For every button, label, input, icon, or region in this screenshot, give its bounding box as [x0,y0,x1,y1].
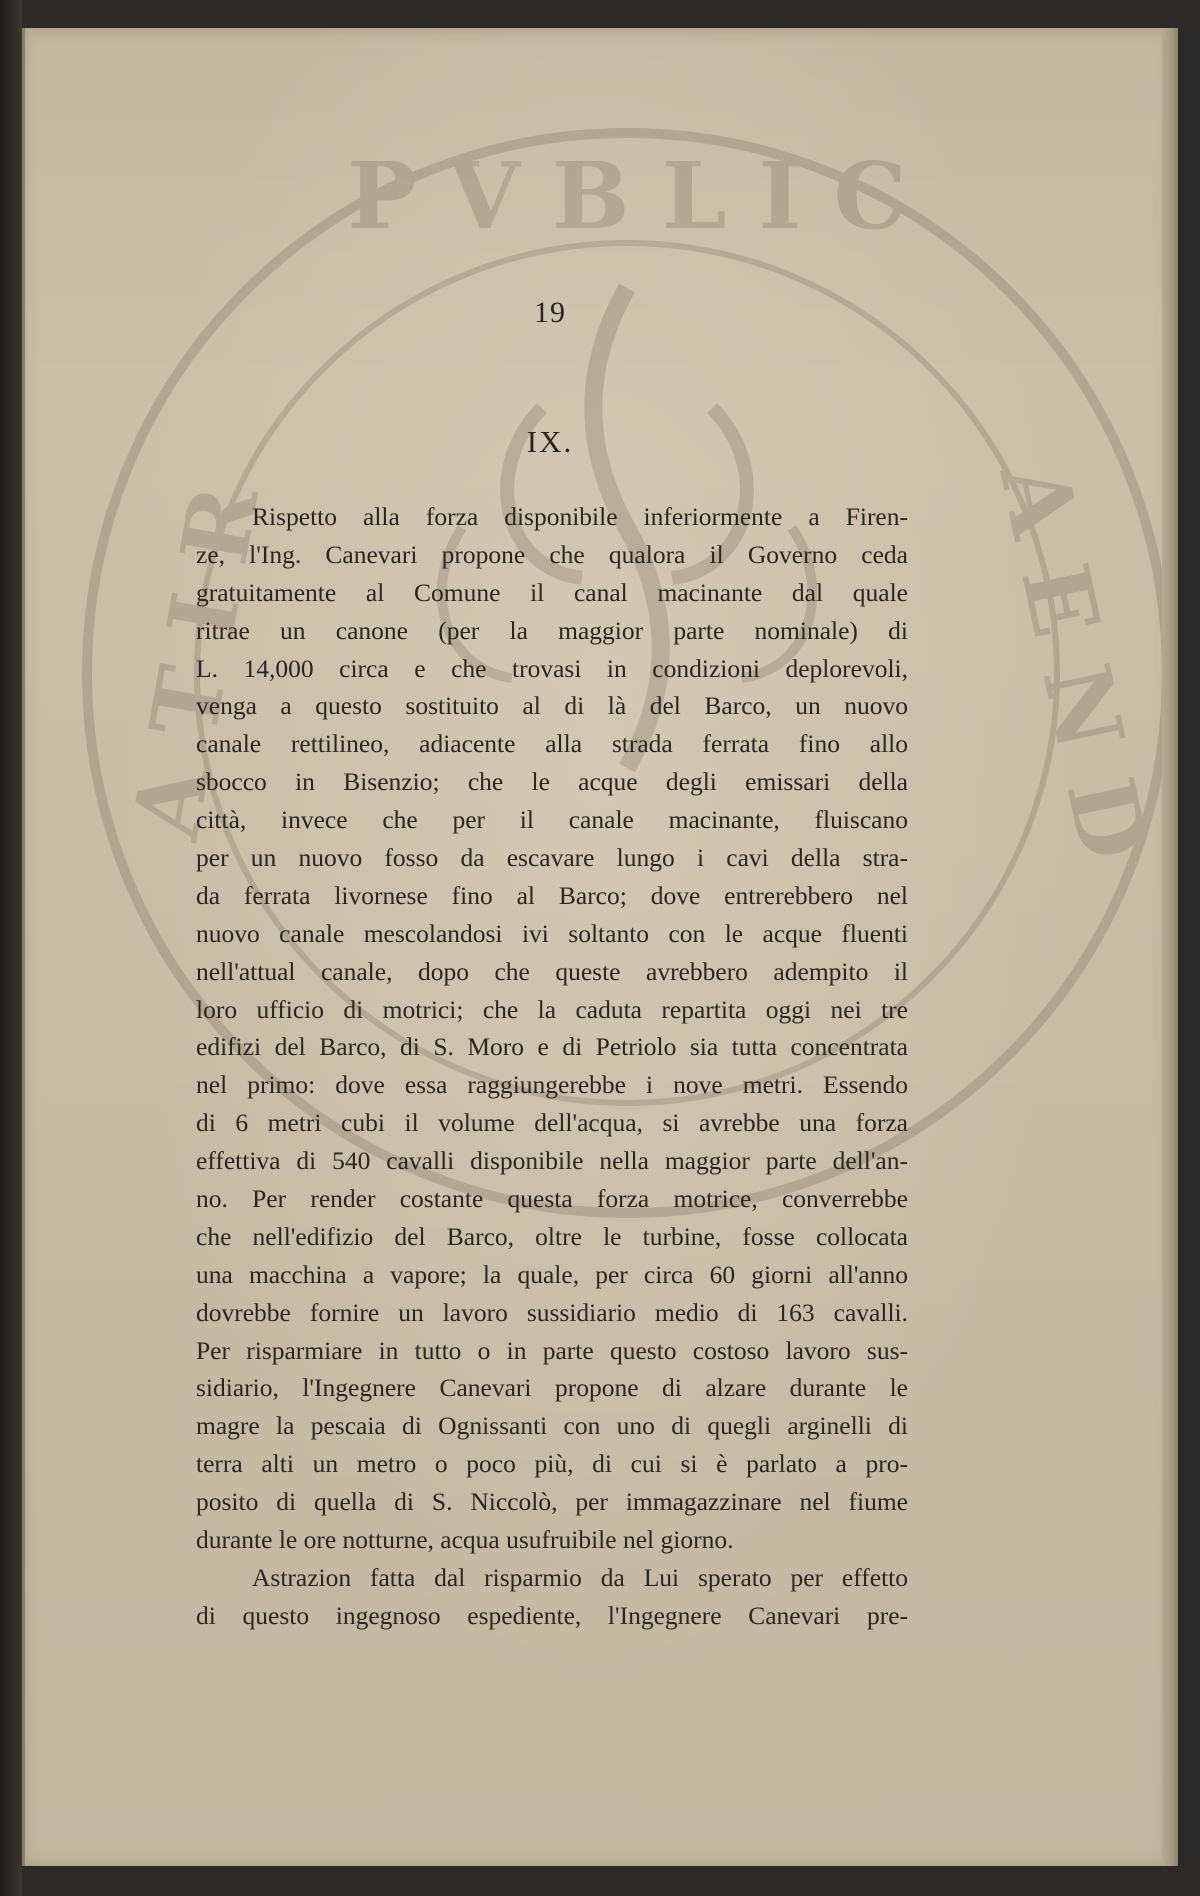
text-line: ze, l'Ing. Canevari propone che qualora il Governo ceda [196,539,908,569]
text-line: Rispetto alla forza disponibile inferiormente a Firen- [252,502,908,531]
text-line: nel primo: dove essa raggiungerebbe i nove metri. Essendo [196,1070,908,1100]
text-line: venga a questo sostituito al di là del Barco, un nuovo [196,691,908,721]
text-line: posito di quella di S. Niccolò, per immagazzinare nel fiume [196,1487,908,1517]
text-line: da ferrata livornese fino al Barco; dove entrerebbero nel [196,880,908,910]
text-line: canale rettilineo, adiacente alla strada ferrata fino allo [196,729,908,759]
text-line: Astrazion fatta dal risparmio da Lui sperato per effetto [252,1562,908,1592]
book-gutter [0,0,22,1896]
text-line: sidiario, l'Ingegnere Canevari propone di alzare durante le [196,1373,908,1403]
text-line: nell'attual canale, dopo che queste avrebbero adempito il [196,956,908,986]
text-line: di questo ingegnoso espediente, l'Ingegnere Canevari pre- [196,1600,908,1630]
text-line: Per risparmiare in tutto o in parte questo costoso lavoro sus- [196,1335,908,1365]
text-line: di 6 metri cubi il volume dell'acqua, si avrebbe una forza [196,1108,908,1138]
svg-text:A T I R: A T I R [111,478,280,847]
text-line: dovrebbe fornire un lavoro sussidiario medio di 163 cavalli. [196,1297,908,1327]
text-line: no. Per render costante questa forza motrice, converrebbe [196,1184,908,1214]
text-line: effettiva di 540 cavalli disponibile nella maggior parte dell'an- [196,1146,908,1176]
body-text [196,498,908,1635]
text-line: ritrae un canone (per la maggior parte nominale) di [196,615,908,645]
page-number: 19 [534,296,566,329]
text-line: loro ufficio di motrici; che la caduta repartita oggi nei tre [196,994,908,1024]
text-line: gratuitamente al Comune il canal macinante dal quale [196,577,908,607]
text-line: per un nuovo fosso da escavare lungo i cavi della stra- [196,843,908,873]
section-heading: IX. [526,424,574,459]
text-line: una macchina a vapore; la quale, per circa 60 giorni all'anno [196,1259,908,1289]
text-line: durante le ore notturne, acqua usufruibile nel giorno. [196,1525,734,1555]
svg-text:P V B L I C: P V B L I C [347,142,907,250]
text-line: sbocco in Bisenzio; che le acque degli emissari della [196,767,908,797]
text-line: edifizi del Barco, di S. Moro e di Petriolo sia tutta concentrata [196,1032,908,1062]
svg-text:A E N D: A E N D [978,453,1168,869]
page-edge [1162,28,1178,1866]
text-line: terra alti un metro o poco più, di cui si è parlato a pro- [196,1449,908,1479]
text-line: nuovo canale mescolandosi ivi soltanto con le acque fluenti [196,918,908,948]
text-line: città, invece che per il canale macinante, fluiscano [196,805,908,835]
paragraph [196,498,908,1559]
paragraph [196,1559,908,1635]
text-line: magre la pescaia di Ognissanti con uno di quegli arginelli di [196,1411,908,1441]
text-line: L. 14,000 circa e che trovasi in condizioni deplorevoli, [196,653,908,683]
text-line: che nell'edifizio del Barco, oltre le turbine, fosse collocata [196,1221,908,1251]
